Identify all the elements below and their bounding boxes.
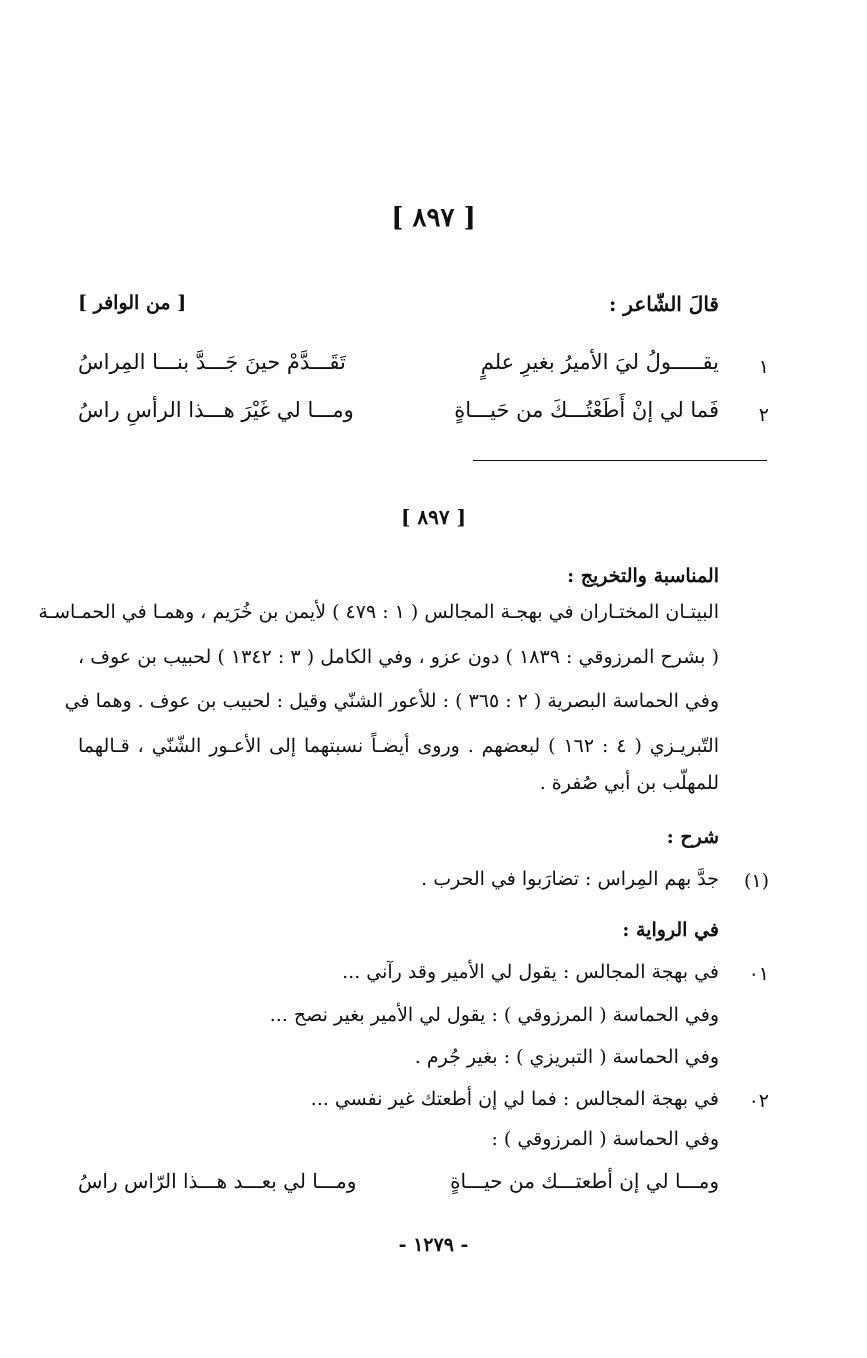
verse-second-hemistich: تَقَـــدَّمْ حينَ جَـــدَّ بنـــا المِراسُ (78, 350, 346, 374)
meter-label: [ من الوافر ] (78, 292, 187, 314)
munasaba-line: التّبريـزي ( ٤ : ١٦٢ ) لبعضهم . وروى أيضـاً نسبتهما إلى الأعـور الشّنّي ، قـالهما (78, 735, 719, 757)
riwaya-verse-second-hemistich: ومـــا لي بعـــد هـــذا الرّاس راسُ (78, 1169, 357, 1193)
riwaya-line: في بهجة المجالس : يقول لي الأمير وقد رآني ... (342, 961, 719, 983)
riwaya-line-number: ٠١ (748, 963, 769, 985)
riwaya-line-number: ٠٢ (748, 1090, 769, 1112)
sharh-heading: شرح : (666, 826, 719, 848)
munasaba-line: البيتـان المختـاران في بهجـة المجالس ( ١ : ٤٧٩ ) لأيمن بن خُرَيم ، وهمـا في الحمـاسـة (38, 601, 719, 623)
separator-rule (473, 460, 767, 461)
riwaya-heading: في الرواية : (622, 919, 719, 941)
riwaya-line: في بهجة المجالس : فما لي إن أطعتك غير نفسي ... (310, 1088, 719, 1110)
verse-first-hemistich: يقـــــولُ ليَ الأميرُ بغيرِ علمٍ (480, 350, 719, 374)
verse-number: ١ (758, 356, 769, 378)
verse-number: ٢ (758, 404, 769, 426)
poem-number-heading: [ ٨٩٧ ] (391, 203, 476, 233)
page-number: - ١٢٧٩ - (398, 1234, 469, 1256)
sharh-item-text: جدَّ بهم المِراس : تضارَبوا في الحرب . (421, 868, 719, 890)
riwaya-line: وفي الحماسة ( المرزوقي ) : (491, 1128, 719, 1150)
munasaba-line: للمهلّب بن أبي صُفرة . (539, 772, 719, 794)
sharh-item-number: (١) (743, 870, 769, 892)
munasaba-heading: المناسبة والتخريج : (567, 565, 719, 587)
notes-poem-number: [ ٨٩٧ ] (400, 505, 467, 529)
riwaya-verse-first-hemistich: ومـــا لي إن أطعتـــك من حيـــاةٍ (450, 1169, 719, 1193)
munasaba-line: ( بشرح المرزوقي : ١٨٣٩ ) دون عزو ، وفي الكامل ( ٣ : ١٣٤٢ ) لحبيب بن عوف ، (78, 646, 719, 668)
riwaya-line: وفي الحماسة ( التبريزي ) : بغير جُرم . (414, 1046, 719, 1068)
verse-first-hemistich: فَما لي إنْ أَطَعْتُـــكَ من حَيـــاةٍ (454, 398, 719, 422)
munasaba-line: وفي الحماسة البصرية ( ٢ : ٣٦٥ ) : للأعور الشنّي وقيل : لحبيب بن عوف . وهما في (64, 690, 719, 712)
speaker-line: قالَ الشّاعر : (608, 292, 719, 316)
riwaya-line: وفي الحماسة ( المرزوقي ) : يقول لي الأمير بغير نصح ... (269, 1004, 719, 1026)
verse-second-hemistich: ومـــا لي غَيْرَ هـــذا الرأسِ راسُ (78, 398, 354, 422)
